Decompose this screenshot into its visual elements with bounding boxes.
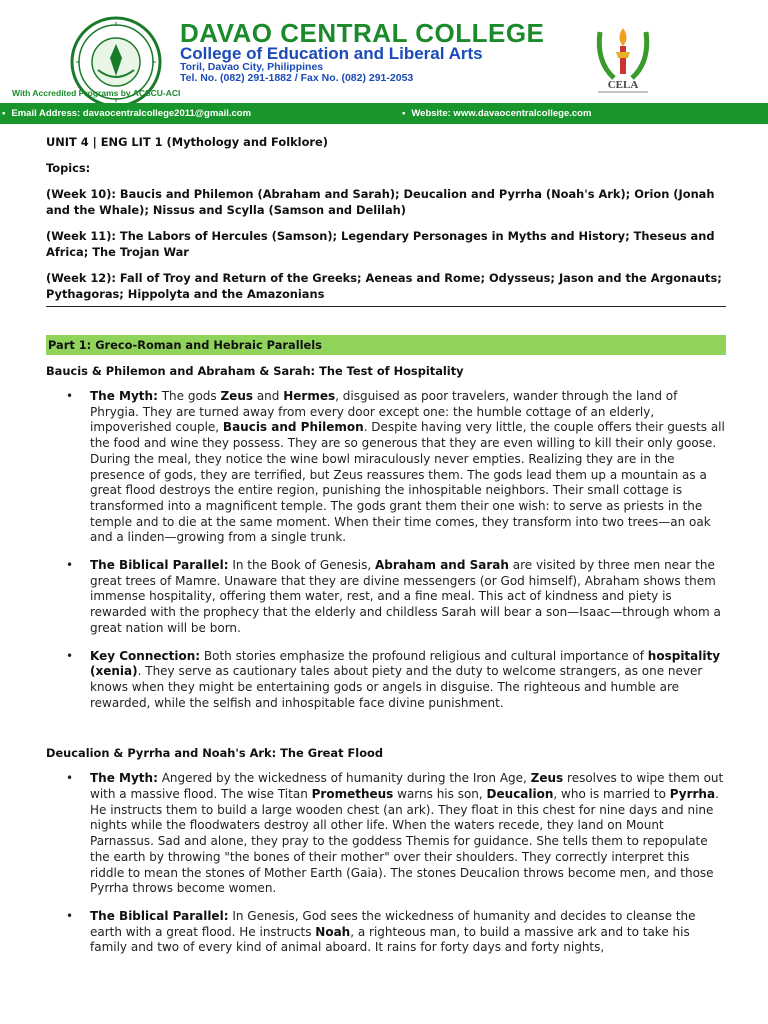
item-text: Pyrrha [669,787,716,802]
section-title: Deucalion & Pyrrha and Noah's Ark: The Great Flood [46,746,383,761]
bullet-icon: ▪ [2,108,6,119]
item-label: The Myth: [90,771,158,786]
item-text: Baucis and Philemon [222,420,364,435]
list-item [46,558,726,637]
item-label: The Myth: [90,389,158,403]
item-text: Abraham and Sarah [374,558,509,573]
contact-website [402,108,591,119]
divider [46,306,726,307]
bullet-icon: • [66,558,74,573]
item-text: , a righteous man, to build a massive ark and to take his family and two of every kind of animal aboard. It rains for forty days and forty nights, [90,924,690,955]
item-text: Deucalion [486,787,554,802]
item-text: . They serve as cautionary tales about piety and the duty to welcome strangers, as one never knows when they might be entertaining gods or angels in disguise. The righteous and humble are rewarded, while the selfish and inhospitable face divine punishment. [90,664,703,710]
phone-line: Tel. No. (082) 291-1882 / Fax No. (082) 291-2053 [180,72,414,84]
section-list [46,389,726,711]
website-text[interactable]: Website: www.davaocentralcollege.com [411,108,592,119]
bullet-icon: • [66,648,74,663]
item-label: The Biblical Parallel: [90,558,229,573]
document-body [46,134,726,968]
item-text: Zeus [530,771,564,786]
item-text: warns his son, [393,787,487,802]
part-heading: Part 1: Greco-Roman and Hebraic Parallels [46,335,726,355]
item-label: The Biblical Parallel: [90,908,229,923]
item-text: , who is married to [553,787,670,802]
contact-email [2,108,251,119]
bullet-icon: ▪ [402,108,406,119]
week-topic: (Week 10): Baucis and Philemon (Abraham and Sarah); Deucalion and Pyrrha (Noah's Ark); Orion (Jonah and the Whale); Nissus and Scylla (Samson and Delilah) [46,187,715,217]
item-text: The gods [157,389,221,403]
list-item [46,909,726,956]
week-topic: (Week 12): Fall of Troy and Return of the Greeks; Aeneas and Rome; Odysseus; Jason and the Argonauts; Pythagoras; Hippolyta and the Amazonians [46,271,722,301]
unit-title: UNIT 4 | ENG LIT 1 (Mythology and Folklore) [46,135,328,149]
item-text: In the Book of Genesis, [228,558,375,573]
item-text: In Genesis, God sees the wickedness of humanity and decides to cleanse the earth with a great flood. He instructs [90,908,696,939]
item-text: Both stories emphasize the profound religious and cultural importance of [200,648,648,663]
item-text: Prometheus [311,787,394,802]
topics-label: Topics: [46,161,91,175]
item-text: . Despite having very little, the couple offers their guests all the food and wine they possess. They are so generous that they are even willing to kill their only goose. During the meal, they notice the wine bowl miraculously never empties. Realizing they are in the presence of gods, they are terrified, but Zeus reassures them. The gods lead them up a mountain as a great flood destroys the entire region, punishing the inhospitable neighbors. Their small cottage is transformed into a magnificent temple. The gods grant them their one wish: to serve as priests in the temple and to die at the same moment. When their time comes, they transform into two trees—an oak and a linden—growing from a single trunk. [90,420,725,545]
week-topic: (Week 11): The Labors of Hercules (Samson); Legendary Personages in Myths and History; Theseus and Africa; The Trojan War [46,229,715,259]
item-text: Zeus [220,389,254,403]
section-title: Baucis & Philemon and Abraham & Sarah: The Test of Hospitality [46,364,464,378]
item-text: , disguised as poor travelers, wander through the land of Phrygia. They are turned away from every door except one: the humble cottage of an elderly, impoverished couple, [90,389,678,435]
college-address [180,62,413,84]
college-name: DAVAO CENTRAL COLLEGE [180,18,545,48]
accreditation-note: With Accredited Programs by ACSCU-ACI [12,88,181,98]
address-line: Toril, Davao City, Philippines [180,61,324,73]
bullet-icon: • [66,908,74,923]
item-text: and [253,389,284,403]
item-text: Hermes [283,389,336,403]
item-text: . He instructs them to build a large wooden chest (an ark). They float in this chest for nine days and nine nights while the floodwaters destroy all other life. When the waters recede, they land on Mount Parnassus. Sad and alone, they pray to the goddess Themis for guidance. She tells them to repopulate the earth by throwing "the bones of their mother" over their shoulders. They correctly interpret this riddle to mean the stones of Mother Earth (Gaia). The stones Deucalion throws become men, and those Pyrrha throws become women. [90,787,719,896]
cela-logo-text: CELA [607,79,639,91]
bullet-icon: • [66,389,74,403]
contact-bar [0,103,768,124]
item-text: resolves to wipe them out with a massive flood. The wise Titan [90,771,724,802]
item-label: Key Connection: [90,648,201,663]
bullet-icon: • [66,771,74,786]
college-subtitle: College of Education and Liberal Arts [180,44,483,63]
section-list [46,771,726,956]
letterhead [0,0,768,102]
email-text[interactable]: Email Address: davaocentralcollege2011@gmail.com [11,108,252,119]
cela-logo-icon [590,22,656,96]
list-item [46,771,726,897]
item-text: Noah [315,924,351,939]
item-text: hospitality (xenia) [90,648,721,679]
list-item [46,389,726,546]
item-text: are visited by three men near the great trees of Mamre. Unaware that they are divine messengers (or God himself), Abraham shows them immense hospitality, offering them water, rest, and a fine meal. This act of kindness and piety is rewarded with the prophecy that the elderly and childless Sarah will bear a son—Isaac—through whom a great nation will be born. [90,558,721,635]
list-item [46,649,726,712]
item-text: Angered by the wickedness of humanity during the Iron Age, [157,771,531,786]
